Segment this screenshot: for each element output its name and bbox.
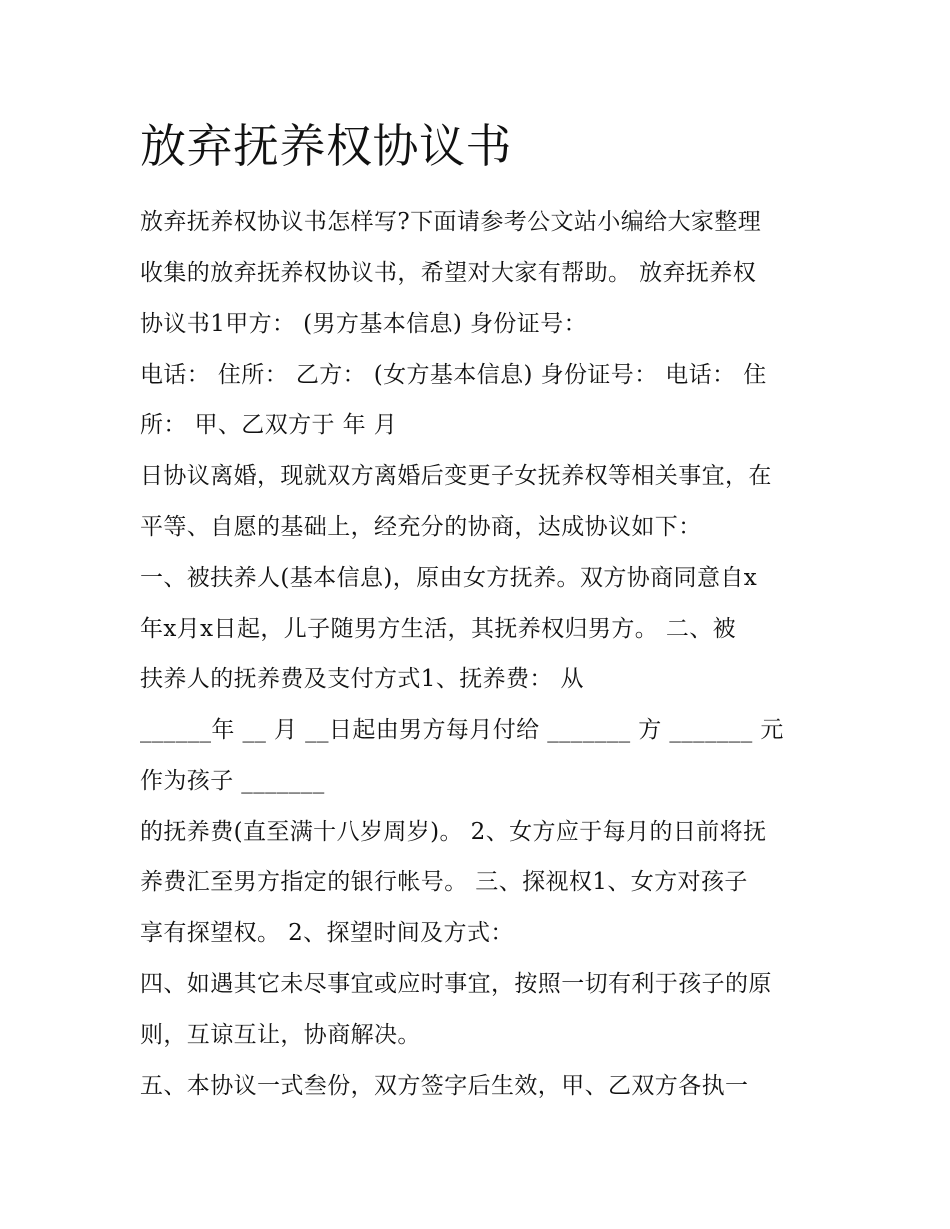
body-line-6: 日协议离婚，现就双方离婚后变更子女抚养权等相关事宜，在: [140, 463, 772, 489]
body-line-5: 所： 甲、乙双方于 年 月: [140, 412, 398, 438]
document-title: 放弃抚养权协议书: [140, 119, 512, 173]
body-line-10: 扶养人的抚养费及支付方式1、抚养费： 从: [140, 666, 584, 692]
body-line-11: ______年 __ 月 __日起由男方每月付给 _______ 方 _______ 元: [140, 717, 784, 743]
body-line-3: 协议书1甲方： (男方基本信息) 身份证号：: [140, 311, 588, 337]
body-line-15: 享有探望权。 2、探望时间及方式：: [140, 920, 514, 946]
body-line-8: 一、被扶养人(基本信息)，原由女方抚养。双方协商同意自x: [140, 565, 758, 591]
body-line-1: 放弃抚养权协议书怎样写?下面请参考公文站小编给大家整理: [140, 209, 762, 235]
body-line-18: 五、本协议一式叁份，双方签字后生效，甲、乙双方各执一: [140, 1073, 749, 1099]
body-line-14: 养费汇至男方指定的银行帐号。 三、探视权1、女方对孩子: [140, 869, 748, 895]
body-line-9: 年x月x日起，儿子随男方生活，其抚养权归男方。 二、被: [140, 616, 737, 642]
body-line-12: 作为孩子 _______: [140, 768, 325, 794]
body-line-2: 收集的放弃抚养权协议书，希望对大家有帮助。 放弃抚养权: [140, 260, 757, 286]
body-line-7: 平等、自愿的基础上，经充分的协商，达成协议如下：: [140, 514, 702, 540]
body-line-17: 则，互谅互让，协商解决。: [140, 1022, 421, 1048]
body-line-13: 的抚养费(直至满十八岁周岁)。 2、女方应于每月的日前将抚: [140, 819, 767, 845]
body-line-4: 电话： 住所： 乙方： (女方基本信息) 身份证号： 电话： 住: [140, 362, 767, 388]
body-line-16: 四、如遇其它未尽事宜或应时事宜，按照一切有利于孩子的原: [140, 971, 772, 997]
